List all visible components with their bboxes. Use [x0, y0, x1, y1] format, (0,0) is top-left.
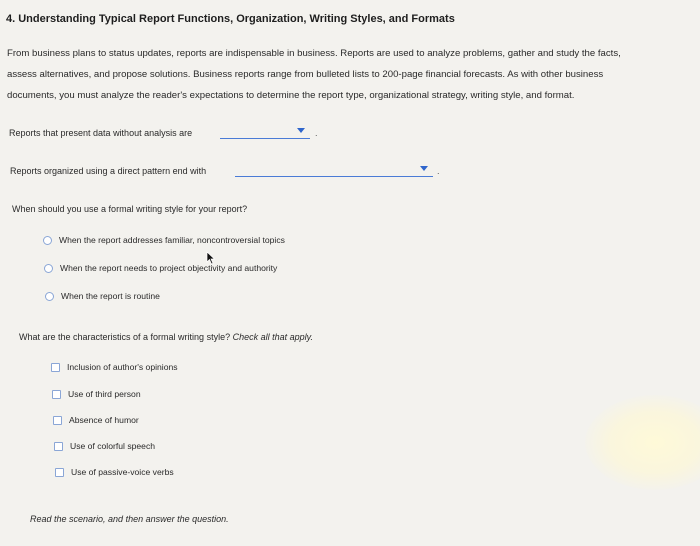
checkbox-label: Use of passive-voice verbs: [71, 467, 174, 477]
checkbox-label: Absence of humor: [69, 415, 139, 425]
intro-line: From business plans to status updates, reports are indispensable in business. Reports are used to analyze problems, gather and study the facts,: [7, 48, 621, 59]
radio-option-2[interactable]: [44, 263, 277, 273]
radio-button[interactable]: [45, 292, 54, 301]
question-2-end: .: [437, 166, 440, 176]
question-4-instruction: Check all that apply.: [232, 332, 313, 342]
checkbox[interactable]: [54, 442, 63, 451]
question-1-end: .: [315, 128, 318, 138]
intro-line: assess alternatives, and propose solutions. Business reports range from bulleted lists to 200-page financial forecasts. As with other business: [7, 69, 604, 80]
caret-down-icon[interactable]: [297, 128, 305, 133]
footer-instruction: Read the scenario, and then answer the question.: [30, 514, 229, 524]
question-1-text: Reports that present data without analysis are: [9, 128, 193, 138]
page-title: 4. Understanding Typical Report Functions, Organization, Writing Styles, and Formats: [6, 13, 455, 25]
checkbox[interactable]: [55, 468, 64, 477]
checkbox[interactable]: [51, 363, 60, 372]
checkbox[interactable]: [53, 416, 62, 425]
checkbox-label: Use of third person: [68, 389, 141, 399]
checkbox-option-2[interactable]: [52, 389, 141, 399]
question-4: [19, 332, 313, 342]
checkbox-label: Use of colorful speech: [70, 441, 156, 451]
question-4-text: What are the characteristics of a formal writing style?: [19, 332, 231, 342]
radio-option-1[interactable]: [43, 235, 285, 245]
radio-button[interactable]: [44, 264, 53, 273]
checkbox-option-3[interactable]: [53, 415, 139, 425]
radio-option-label: When the report needs to project objectivity and authority: [60, 263, 278, 273]
question-2-text: Reports organized using a direct pattern end with: [10, 166, 207, 176]
radio-button[interactable]: [43, 236, 52, 245]
caret-down-icon[interactable]: [420, 166, 428, 171]
radio-option-3[interactable]: [45, 291, 160, 301]
checkbox-option-5[interactable]: [55, 467, 174, 477]
question-2-dropdown[interactable]: [235, 164, 433, 177]
checkbox-option-1[interactable]: [51, 362, 178, 372]
checkbox-label: Inclusion of author's opinions: [67, 362, 178, 372]
mouse-cursor-icon: [206, 251, 216, 265]
screen-glare: [585, 395, 700, 490]
question-3-text: When should you use a formal writing style for your report?: [12, 204, 248, 214]
intro-line: documents, you must analyze the reader's expectations to determine the report type, organizational strategy, writing style, and format.: [7, 90, 575, 101]
radio-option-label: When the report is routine: [61, 291, 160, 301]
radio-option-label: When the report addresses familiar, noncontroversial topics: [59, 235, 285, 245]
checkbox-option-4[interactable]: [54, 441, 155, 451]
intro-paragraph: [7, 43, 687, 106]
checkbox[interactable]: [52, 390, 61, 399]
